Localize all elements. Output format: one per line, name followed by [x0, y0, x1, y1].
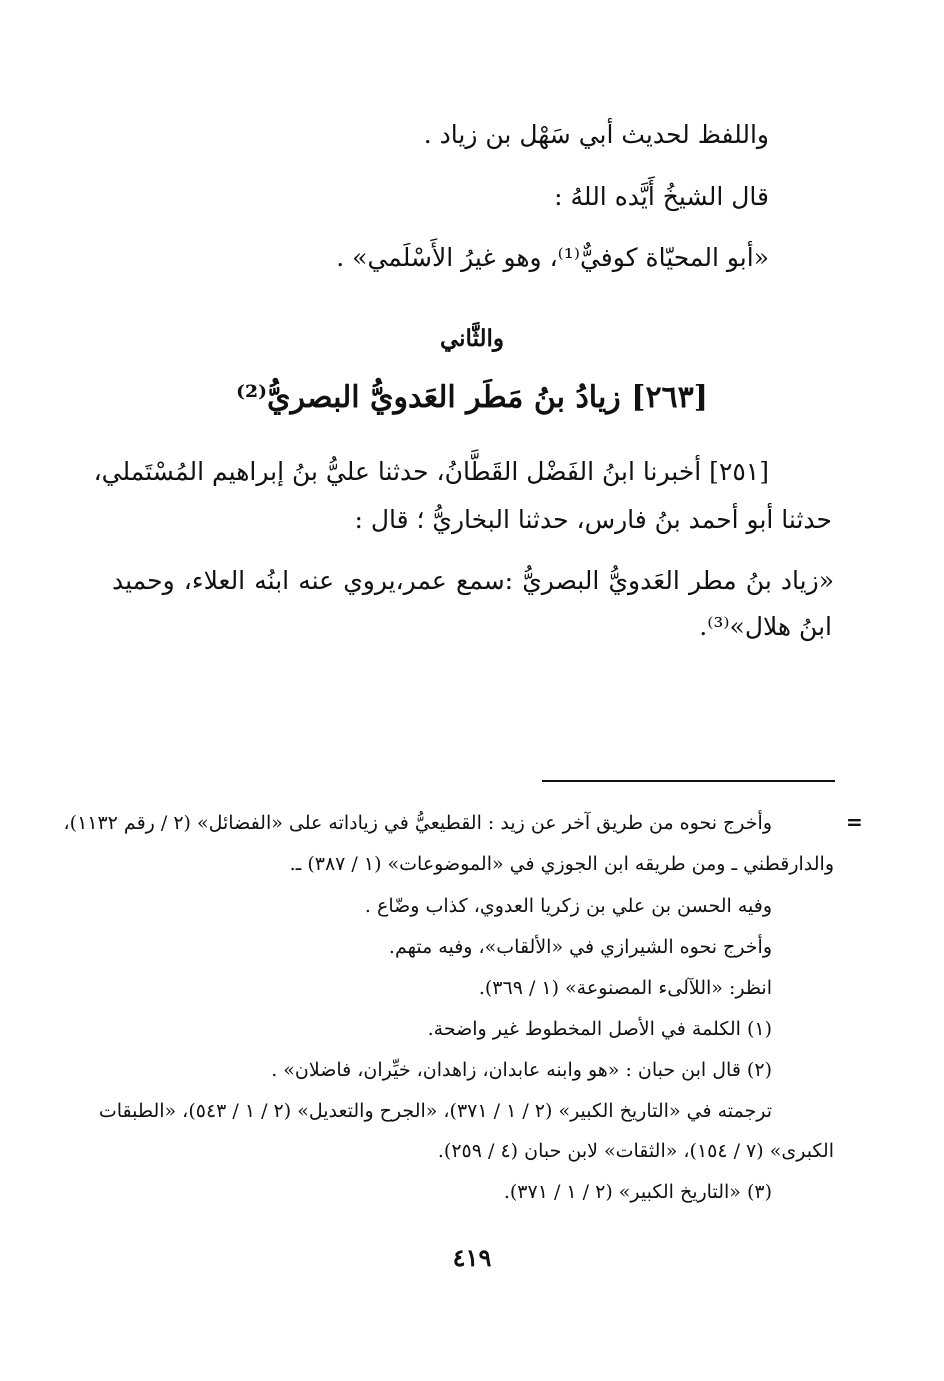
footnote-line-7: (٢) قال ابن حبان : «هو وابنه عابدان، زاهدان، خيِّران، فاضلان» .: [271, 1059, 772, 1081]
body-line-2: قال الشيخُ أَيَّده اللهُ :: [554, 182, 769, 211]
continuation-mark: =: [846, 810, 863, 834]
footnote-separator: [542, 780, 835, 782]
footnote-line-4: وأخرج نحوه الشيرازي في «الألقاب»، وفيه متهم.: [388, 936, 772, 958]
footnote-line-2: والدارقطني ـ ومن طريقه ابن الجوزي في «الموضوعات» (١ / ٣٨٧) ـ.: [289, 853, 834, 875]
hadith-line-3: «زياد بنُ مطر العَدويُّ البصريُّ :سمع عمر،يروي عنه ابنُه العلاء، وحميد: [112, 566, 834, 595]
hadith-line-2: حدثنا أبو أحمد بنُ فارس، حدثنا البخاريُّ ؛ قال :: [354, 505, 832, 534]
hadith-line-4: ابنُ هلال»⁽³⁾.: [699, 612, 832, 641]
footnote-line-1: وأخرج نحوه من طريق آخر عن زيد : القطيعيُّ في زياداته على «الفضائل» (٢ / رقم ١١٣٢)،: [63, 812, 772, 834]
hadith-line-1: [٢٥١] أخبرنا ابنُ الفَضْل القَطَّانُ، حدثنا عليُّ بنُ إبراهيم المُسْتَملي،: [93, 457, 769, 486]
footnote-line-10: (٣) «التاريخ الكبير» (٢ / ١ / ٣٧١).: [503, 1181, 772, 1203]
footnote-line-6: (١) الكلمة في الأصل المخطوط غير واضحة.: [427, 1018, 772, 1040]
footnote-line-8: ترجمته في «التاريخ الكبير» (٢ / ١ / ٣٧١)، «الجرح والتعديل» (٢ / ١ / ٥٤٣)، «الطبقات: [98, 1100, 772, 1122]
page-number: ٤١٩: [452, 1243, 492, 1272]
footnote-line-3: وفيه الحسن بن علي بن زكريا العدوي، كذاب وضّاع .: [364, 895, 772, 917]
section-subheading: والثَّاني: [439, 325, 505, 352]
footnote-line-9: الكبرى» (٧ / ١٥٤)، «الثقات» لابن حبان (٤ / ٢٥٩).: [437, 1140, 834, 1162]
body-line-3: «أبو المحيّاة كوفيٌّ⁽¹⁾، وهو غيرُ الأَسْلَمي» .: [336, 243, 769, 272]
section-heading: [٢٦٣] زيادُ بنُ مَطَر العَدويُّ البصريُّ⁽²⁾: [236, 380, 708, 415]
footnote-line-5: انظر: «اللآلىء المصنوعة» (١ / ٣٦٩).: [478, 977, 772, 999]
body-line-1: واللفظ لحديث أبي سَهْل بن زياد .: [423, 120, 769, 149]
